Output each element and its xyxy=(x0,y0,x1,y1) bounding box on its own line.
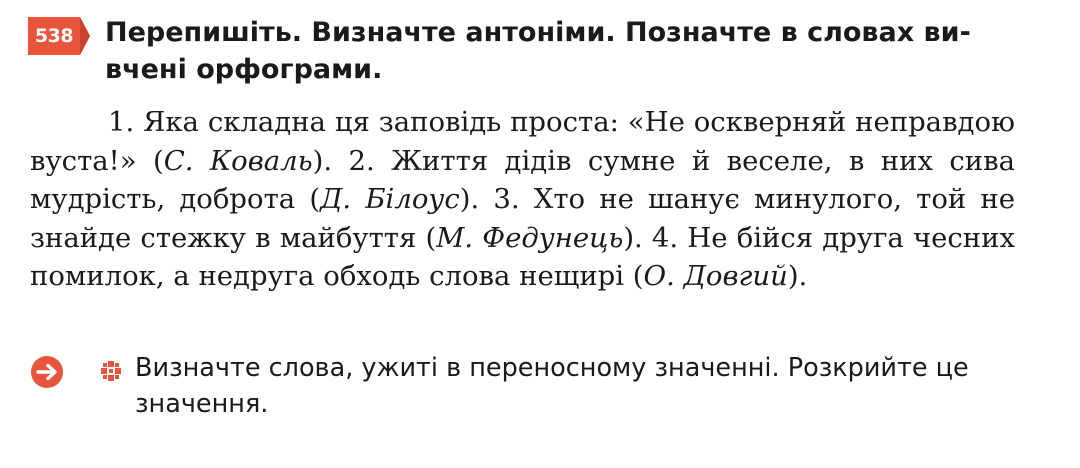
sentence-3: ). 3. Хто не шанує минулого, той не знайде стежку в майбуття ( xyxy=(30,183,1015,254)
task-heading: Перепишіть. Визначте антоніми. Позначте в словах вивчені орфограми. xyxy=(105,17,971,85)
author-1: С. Коваль xyxy=(163,144,313,177)
exercise-number: 538 xyxy=(34,25,74,47)
author-2: Д. Білоус xyxy=(320,183,460,216)
exercise-text xyxy=(30,103,1015,296)
sentence-1: 1. Яка складна ця заповідь проста: «Не оскверняй неправдою вуста!» ( xyxy=(30,106,1015,177)
author-3: М. Федунець xyxy=(436,221,624,254)
sentence-4-end: ). xyxy=(787,260,808,293)
ornament-star-icon xyxy=(99,359,123,383)
arrow-right-circle-icon xyxy=(30,355,64,389)
sentence-4: ). 4. Не бійся друга чесних помилок, а недруга обходь слова нещирі ( xyxy=(30,221,1015,293)
exercise-number-badge xyxy=(28,17,90,55)
sentence-2: ). 2. Життя дідів сумне й веселе, в них сива мудрість, доброта ( xyxy=(30,144,1015,216)
author-4: О. Довгий xyxy=(643,260,788,293)
additional-task: Визначте слова, ужиті в переносному значенні. Розкрийте це значення. xyxy=(135,353,969,419)
